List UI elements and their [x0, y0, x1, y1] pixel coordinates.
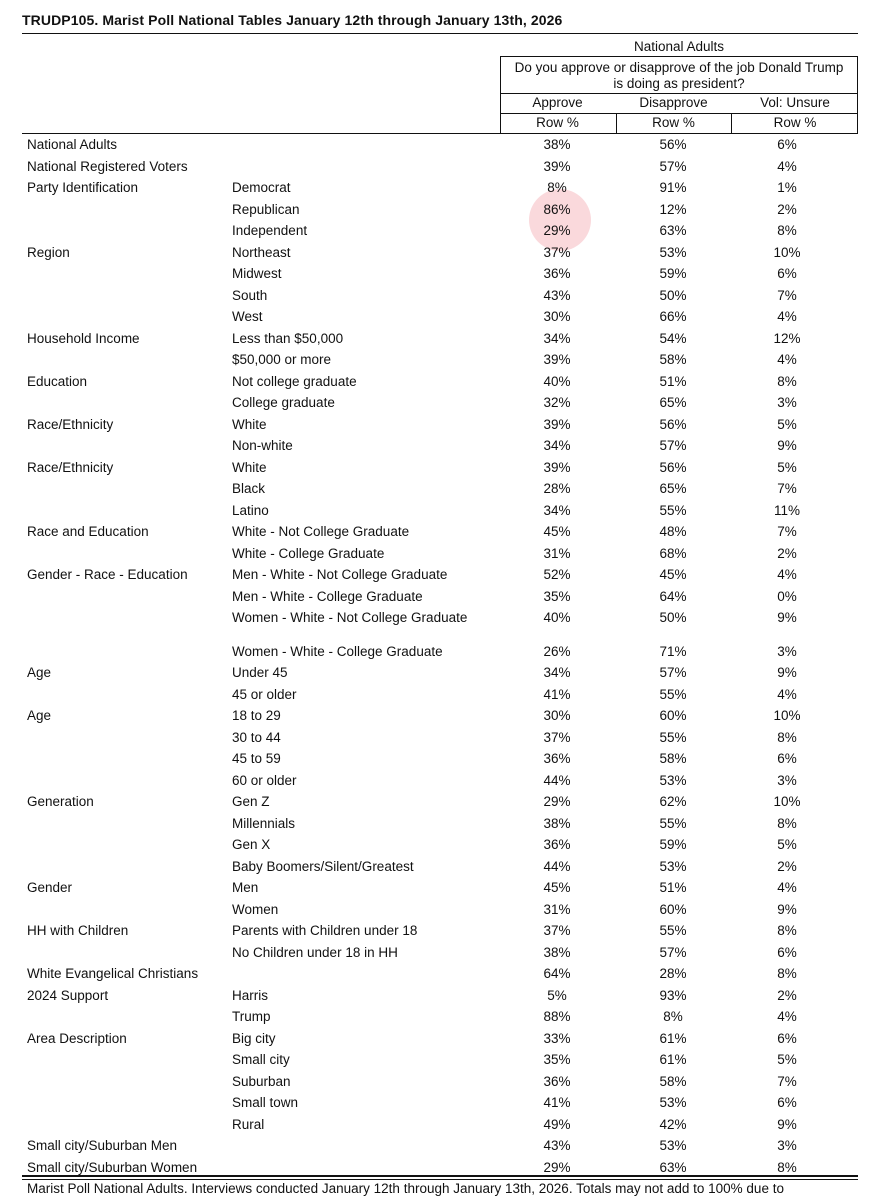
cell-unsure: 0% [777, 588, 797, 604]
cell-unsure: 4% [777, 352, 797, 367]
cell-approve: 40% [543, 373, 571, 389]
table-row [0, 457, 894, 478]
cell-disapprove: 28% [659, 966, 687, 981]
cell-unsure: 2% [777, 858, 797, 874]
row-subgroup: Independent [232, 223, 308, 238]
cell-disapprove: 93% [659, 987, 687, 1003]
cell-approve: 43% [543, 1138, 571, 1153]
table-row [0, 564, 894, 585]
cell-unsure: 4% [777, 309, 797, 324]
row-subgroup: Women - White - College Graduate [232, 643, 443, 659]
cell-unsure: 8% [777, 966, 797, 981]
table-row [0, 328, 894, 349]
cell-disapprove: 91% [659, 180, 687, 195]
title-rule [22, 33, 858, 34]
group-header: National Adults [633, 39, 725, 54]
cell-unsure: 3% [777, 1138, 797, 1153]
cell-approve: 34% [543, 438, 571, 453]
cell-disapprove: 53% [659, 1138, 687, 1153]
table-row [0, 1092, 894, 1113]
cell-disapprove: 59% [659, 837, 687, 852]
cell-disapprove: 61% [659, 1030, 687, 1046]
row-subgroup: Gen Z [232, 794, 270, 809]
row-subgroup: Men - White - Not College Graduate [232, 567, 448, 582]
cell-approve: 34% [543, 502, 571, 518]
row-category: Race and Education [27, 524, 149, 539]
table-row [0, 920, 894, 941]
row-category: Race/Ethnicity [27, 416, 114, 432]
cell-unsure: 9% [777, 1116, 797, 1132]
cell-approve: 29% [543, 223, 571, 238]
cell-unsure: 2% [777, 545, 797, 561]
cell-approve: 36% [543, 837, 571, 852]
row-category: Party Identification [27, 180, 139, 195]
cell-disapprove: 62% [659, 794, 687, 809]
cell-unsure: 10% [773, 794, 801, 809]
row-subgroup: Parents with Children under 18 [232, 923, 418, 938]
cell-disapprove: 56% [659, 416, 687, 432]
row-subgroup: Women [232, 901, 279, 917]
table-row [0, 770, 894, 791]
cell-disapprove: 42% [659, 1116, 687, 1132]
row-subgroup: Baby Boomers/Silent/Greatest [232, 858, 414, 874]
cell-approve: 34% [543, 330, 571, 346]
header-right-border [857, 56, 858, 133]
cell-disapprove: 53% [659, 858, 687, 874]
table-row [0, 1114, 894, 1135]
row-subgroup: 45 or older [232, 686, 297, 702]
column-header-approve: Approve [532, 95, 583, 110]
row-category: National Adults [27, 137, 118, 152]
footer-note: Marist Poll National Adults. Interviews conducted January 12th through January 13th, 2026. Totals may not add to 100% due to [27, 1181, 784, 1196]
cell-approve: 39% [543, 352, 571, 367]
table-row [0, 156, 894, 177]
row-category: Area Description [27, 1030, 127, 1046]
table-bottom-rule-2 [22, 1179, 858, 1180]
question-line-2: is doing as president? [613, 76, 745, 91]
row-subgroup: Not college graduate [232, 373, 357, 389]
cell-approve: 49% [543, 1116, 571, 1132]
cell-disapprove: 65% [659, 481, 687, 496]
cell-approve: 28% [543, 481, 571, 496]
row-category: White Evangelical Christians [27, 966, 199, 981]
row-category: Age [27, 665, 52, 680]
row-subgroup: Men - White - College Graduate [232, 588, 423, 604]
cell-unsure: 6% [777, 1095, 797, 1110]
table-row [0, 705, 894, 726]
cell-disapprove: 63% [659, 223, 687, 238]
table-row [0, 177, 894, 198]
table-row [0, 435, 894, 456]
cell-disapprove: 48% [659, 524, 687, 539]
cell-approve: 38% [543, 944, 571, 960]
table-row [0, 877, 894, 898]
row-subgroup: $50,000 or more [232, 352, 332, 367]
cell-unsure: 6% [777, 137, 797, 152]
cell-approve: 86% [543, 201, 571, 217]
row-subgroup: Women - White - Not College Graduate [232, 610, 468, 625]
table-row [0, 942, 894, 963]
table-row [0, 199, 894, 220]
cell-disapprove: 55% [659, 686, 687, 702]
cell-unsure: 4% [777, 686, 797, 702]
cell-unsure: 7% [777, 481, 797, 496]
cell-unsure: 8% [777, 223, 797, 238]
table-row [0, 1028, 894, 1049]
cell-unsure: 6% [777, 1030, 797, 1046]
cell-approve: 33% [543, 1030, 571, 1046]
table-row [0, 684, 894, 705]
table-row [0, 963, 894, 984]
cell-unsure: 12% [773, 330, 801, 346]
table-row [0, 748, 894, 769]
cell-disapprove: 50% [659, 610, 687, 625]
sublabel-unsure: Row % [773, 115, 817, 130]
cell-disapprove: 58% [659, 751, 687, 766]
cell-disapprove: 8% [663, 1009, 683, 1024]
row-category: 2024 Support [27, 987, 109, 1003]
row-category: Gender [27, 880, 73, 895]
table-row [0, 134, 894, 155]
question-rule [500, 93, 858, 94]
row-subgroup: Men [232, 880, 259, 895]
cell-approve: 88% [543, 1009, 571, 1024]
row-subgroup: South [232, 287, 268, 303]
cell-disapprove: 58% [659, 1073, 687, 1089]
row-subgroup: Small city [232, 1052, 290, 1067]
row-category: Household Income [27, 330, 140, 346]
cell-approve: 40% [543, 610, 571, 625]
table-row [0, 1071, 894, 1092]
row-subgroup: Gen X [232, 837, 271, 852]
cell-approve: 8% [547, 180, 567, 195]
row-category: Education [27, 373, 88, 389]
cell-approve: 26% [543, 643, 571, 659]
cell-approve: 30% [543, 309, 571, 324]
cell-approve: 34% [543, 665, 571, 680]
cell-unsure: 2% [777, 987, 797, 1003]
table-row [0, 813, 894, 834]
cell-approve: 35% [543, 1052, 571, 1067]
row-subgroup: Midwest [232, 266, 282, 281]
cell-disapprove: 56% [659, 459, 687, 475]
row-category: National Registered Voters [27, 158, 188, 174]
cell-approve: 36% [543, 1073, 571, 1089]
document-title: TRUDP105. Marist Poll National Tables January 12th through January 13th, 2026 [22, 12, 563, 28]
table-row [0, 607, 894, 628]
cell-approve: 39% [543, 158, 571, 174]
cell-disapprove: 55% [659, 815, 687, 831]
row-category: Small city/Suburban Women [27, 1159, 198, 1175]
row-subgroup: Democrat [232, 180, 291, 195]
cell-unsure: 8% [777, 373, 797, 389]
table-row [0, 899, 894, 920]
row-subgroup: 30 to 44 [232, 729, 281, 745]
cell-disapprove: 66% [659, 309, 687, 324]
cell-disapprove: 57% [659, 438, 687, 453]
cell-unsure: 5% [777, 416, 797, 432]
sublabel-disapprove: Row % [652, 115, 695, 130]
table-row [0, 263, 894, 284]
table-row [0, 543, 894, 564]
row-subgroup: Non-white [232, 438, 293, 453]
table-row [0, 727, 894, 748]
cell-unsure: 3% [777, 395, 797, 410]
cell-unsure: 7% [777, 524, 797, 539]
table-row [0, 306, 894, 327]
cell-disapprove: 64% [659, 588, 687, 604]
cell-approve: 45% [543, 524, 571, 539]
cell-disapprove: 59% [659, 266, 687, 281]
cell-unsure: 3% [777, 772, 797, 788]
cell-unsure: 5% [777, 1052, 797, 1067]
row-subgroup: Big city [232, 1030, 276, 1046]
table-row [0, 641, 894, 662]
table-row [0, 285, 894, 306]
row-subgroup: Latino [232, 502, 269, 518]
cell-approve: 37% [543, 244, 571, 260]
sublabel-approve: Row % [536, 115, 579, 130]
cell-disapprove: 63% [659, 1159, 687, 1175]
row-category: Generation [27, 794, 94, 809]
cell-approve: 36% [543, 751, 571, 766]
row-subgroup: No Children under 18 in HH [232, 944, 398, 960]
table-row [0, 392, 894, 413]
cell-unsure: 8% [777, 729, 797, 745]
row-subgroup: Suburban [232, 1073, 291, 1089]
row-subgroup: Trump [232, 1009, 271, 1024]
table-row [0, 1006, 894, 1027]
cell-approve: 36% [543, 266, 571, 281]
cell-approve: 39% [543, 416, 571, 432]
cell-unsure: 5% [777, 459, 797, 475]
cell-approve: 38% [543, 815, 571, 831]
row-subgroup: Black [232, 481, 266, 496]
row-category: Gender - Race - Education [27, 567, 188, 582]
cell-approve: 31% [543, 901, 571, 917]
cell-unsure: 4% [777, 158, 797, 174]
cell-disapprove: 12% [659, 201, 687, 217]
cell-approve: 31% [543, 545, 571, 561]
cell-approve: 37% [543, 729, 571, 745]
cell-unsure: 6% [777, 944, 797, 960]
row-subgroup: West [232, 309, 263, 324]
cell-approve: 52% [543, 567, 571, 582]
cell-disapprove: 61% [659, 1052, 687, 1067]
cell-approve: 45% [543, 880, 571, 895]
table-row [0, 791, 894, 812]
cell-disapprove: 60% [659, 901, 687, 917]
cell-disapprove: 57% [659, 944, 687, 960]
cell-unsure: 3% [777, 643, 797, 659]
row-subgroup: Less than $50,000 [232, 330, 344, 346]
cell-approve: 29% [543, 1159, 571, 1175]
cell-disapprove: 54% [659, 330, 687, 346]
table-row [0, 220, 894, 241]
cell-unsure: 2% [777, 201, 797, 217]
question-line-1: Do you approve or disapprove of the job Donald Trump [514, 60, 844, 75]
cell-approve: 29% [543, 794, 571, 809]
table-row [0, 414, 894, 435]
row-category: HH with Children [27, 923, 129, 938]
cell-disapprove: 45% [659, 567, 687, 582]
cell-unsure: 10% [773, 708, 801, 723]
column-header-rule [500, 113, 858, 114]
table-row [0, 521, 894, 542]
cell-unsure: 11% [773, 502, 801, 518]
row-subgroup: White [232, 459, 267, 475]
cell-approve: 30% [543, 708, 571, 723]
cell-disapprove: 53% [659, 1095, 687, 1110]
row-subgroup: White - College Graduate [232, 545, 385, 561]
table-row [0, 371, 894, 392]
cell-disapprove: 56% [659, 137, 687, 152]
cell-disapprove: 55% [659, 923, 687, 938]
row-subgroup: Rural [232, 1116, 265, 1132]
header-left-border [500, 56, 501, 133]
row-subgroup: Harris [232, 987, 268, 1003]
cell-unsure: 9% [777, 438, 797, 453]
table-row [0, 662, 894, 683]
cell-unsure: 5% [777, 837, 797, 852]
cell-unsure: 4% [777, 880, 797, 895]
cell-disapprove: 71% [659, 643, 687, 659]
cell-unsure: 7% [777, 287, 797, 303]
cell-approve: 35% [543, 588, 571, 604]
row-subgroup: Under 45 [232, 665, 288, 680]
row-subgroup: Republican [232, 201, 300, 217]
cell-approve: 37% [543, 923, 571, 938]
cell-approve: 5% [547, 987, 567, 1003]
cell-unsure: 9% [777, 901, 797, 917]
cell-disapprove: 55% [659, 502, 687, 518]
table-row [0, 500, 894, 521]
row-subgroup: White - Not College Graduate [232, 524, 410, 539]
row-category: Age [27, 708, 52, 723]
table-row [0, 985, 894, 1006]
cell-unsure: 8% [777, 815, 797, 831]
row-subgroup: Northeast [232, 244, 291, 260]
table-row [0, 856, 894, 877]
table-row [0, 242, 894, 263]
table-row [0, 586, 894, 607]
cell-approve: 44% [543, 858, 571, 874]
cell-approve: 38% [543, 137, 571, 152]
row-subgroup: College graduate [232, 395, 335, 410]
cell-unsure: 6% [777, 751, 797, 766]
cell-disapprove: 51% [659, 373, 687, 389]
table-row [0, 834, 894, 855]
cell-disapprove: 53% [659, 772, 687, 788]
cell-unsure: 1% [777, 180, 797, 195]
cell-unsure: 9% [777, 610, 797, 625]
header-divider-1 [616, 113, 617, 133]
row-subgroup: 60 or older [232, 772, 297, 788]
cell-unsure: 8% [777, 1159, 797, 1175]
cell-approve: 39% [543, 459, 571, 475]
cell-approve: 64% [543, 966, 571, 981]
cell-approve: 41% [543, 686, 571, 702]
row-category: Region [27, 244, 70, 260]
cell-unsure: 9% [777, 665, 797, 680]
column-header-disapprove: Disapprove [639, 95, 708, 110]
row-subgroup: 18 to 29 [232, 708, 281, 723]
cell-disapprove: 51% [659, 880, 687, 895]
cell-disapprove: 53% [659, 244, 687, 260]
table-row [0, 1049, 894, 1070]
cell-approve: 44% [543, 772, 571, 788]
cell-disapprove: 58% [659, 352, 687, 367]
cell-unsure: 4% [777, 1009, 797, 1024]
cell-disapprove: 57% [659, 665, 687, 680]
cell-unsure: 6% [777, 266, 797, 281]
cell-disapprove: 57% [659, 158, 687, 174]
cell-approve: 41% [543, 1095, 571, 1110]
row-category: Small city/Suburban Men [27, 1138, 178, 1153]
table-bottom-rule [22, 1175, 858, 1177]
cell-disapprove: 68% [659, 545, 687, 561]
table-row [0, 1135, 894, 1156]
cell-unsure: 10% [773, 244, 801, 260]
row-subgroup: Millennials [232, 815, 296, 831]
cell-unsure: 8% [777, 923, 797, 938]
cell-disapprove: 60% [659, 708, 687, 723]
cell-unsure: 4% [777, 567, 797, 582]
row-subgroup: White [232, 416, 267, 432]
cell-unsure: 7% [777, 1073, 797, 1089]
cell-disapprove: 50% [659, 287, 687, 303]
row-category: Race/Ethnicity [27, 459, 114, 475]
cell-disapprove: 55% [659, 729, 687, 745]
header-divider-2 [731, 113, 732, 133]
table-row [0, 349, 894, 370]
table-row [0, 478, 894, 499]
row-subgroup: 45 to 59 [232, 751, 281, 766]
column-header-unsure: Vol: Unsure [760, 95, 830, 110]
group-header-rule [500, 56, 858, 57]
cell-disapprove: 65% [659, 395, 687, 410]
cell-approve: 43% [543, 287, 571, 303]
cell-approve: 32% [543, 395, 571, 410]
row-subgroup: Small town [232, 1095, 299, 1110]
